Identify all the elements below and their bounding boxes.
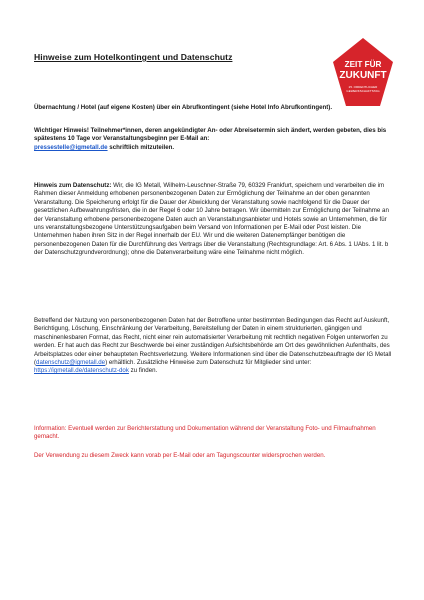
logo-small2: GEWERKSCHAFTSTAG — [346, 89, 380, 93]
rights-text: Betreffend der Nutzung von personenbezogenen Daten hat der Betroffene unter bestimmten Bedingungen das Recht auf Auskunft, Berichtigung, Löschung, Einschränkung der Verarbeitung, Bereitstellung der Daten in einem strukturierten, gängigen und maschinenlesbaren Format, das Recht, nicht einer rein automatisierter Verarbeitung mit rechtlich negativen Folgen unterworfen zu werden. Er hat auch das Recht zur Beschwerde bei einer zuständigen Aufsichtsbehörde am Ort des gewöhnlichen Aufenthalts, des Arbeitsplatzes oder einer behaupteten Rechtsverletzung. Weitere Informationen sind über die Datenschutzbeauftragte der IG Metall ( — [34, 317, 392, 367]
rights-mid: ) erhältlich. Zusätzliche Hinweise zum Datenschutz für Mitglieder sind unter: — [105, 359, 312, 367]
privacy-label: Hinweis zum Datenschutz: — [34, 182, 112, 189]
logo-line2: ZUKUNFT — [339, 70, 387, 81]
photo-info-paragraph: Information: Eventuell werden zur Berichterstattung und Dokumentation während der Veranstaltung Foto- und Filmaufnahmen gemacht. — [34, 425, 376, 441]
zeit-fuer-zukunft-logo — [333, 38, 393, 106]
privacy-email-link[interactable]: datenschutz@igmetall.de — [36, 359, 106, 367]
privacy-text: Wir, die IG Metall, Wilhelm-Leuschner-Straße 79, 60329 Frankfurt, speichern und verarbeiten die im Rahmen dieser Anmeldung erhobenen personenbezogenen Daten zur Ermöglichung der Teilnahme an der oben genannten Veranstaltung. Die Speicherung erfolgt für die Dauer der Abwicklung der Veranstaltung sowie nachfolgend für die Dauer der gesetzlichen Aufbewahrungsfristen, die in der Regel 6 oder 10 Jahre betragen. Wir übermitteln zur Ermöglichung der Teilnahme an der Veranstaltung erhobene personenbezogene Daten auch an Veranstaltungsanbieter und Hotels sowie an Unternehmen, die für uns veranstaltungsbezogene Unterstützungsaufgaben beim Versand von Informationen per E-Mail oder Post leisten. Die Unternehmen haben ihren Sitz in der Regel innerhalb der EU. Wir und die weiteren Datenempfänger benötigen die personenbezogenen Daten für die Durchführung des Vertrags über die Veranstaltung (Rechtsgrundlage: Art. 6 Abs. 1 UAbs. 1 lit. b der Datenschutzgrundverordnung); ohne die Datenverarbeitung wäre eine Teilnahme nicht möglich. — [34, 182, 389, 257]
rights-paragraph — [34, 317, 394, 376]
logo-small1: 25. ORDENTLICHER — [348, 85, 378, 89]
logo-line1: ZEIT FÜR — [344, 60, 382, 69]
important-notice — [34, 127, 394, 152]
notice-text: Wichtiger Hinweis! Teilnehmer*innen, deren angekündigter An- oder Abreisetermin sich ändert, werden gebeten, dies bis spätestens 10 Tage vor Veranstaltungsbeginn per E-Mail an: — [34, 127, 387, 143]
privacy-url-link[interactable]: https://igmetall.de/datenschutz-dok — [34, 367, 129, 375]
hotel-paragraph: Übernachtung / Hotel (auf eigene Kosten) über ein Abrufkontingent (siehe Hotel Info Abrufkontingent). — [34, 104, 333, 111]
rights-tail: zu finden. — [130, 367, 158, 375]
privacy-paragraph — [34, 182, 394, 258]
press-email-link[interactable]: pressestelle@igmetall.de — [34, 143, 108, 151]
notice-tail: schriftlich mitzuteilen. — [109, 143, 175, 151]
objection-paragraph: Der Verwendung zu diesem Zweck kann vorab per E-Mail oder am Tagungscounter widersprochen werden. — [34, 452, 326, 459]
document-title: Hinweise zum Hotelkontingent und Datenschutz — [34, 52, 233, 62]
